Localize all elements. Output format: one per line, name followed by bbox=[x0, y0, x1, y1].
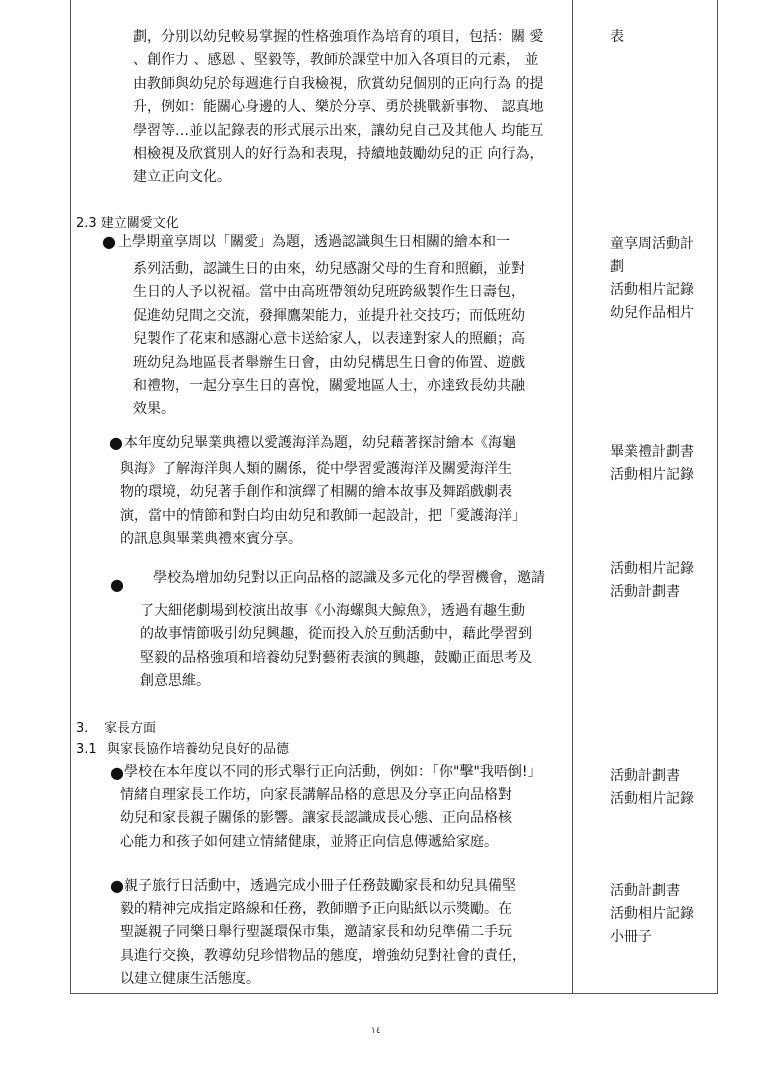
bullet-icon: ● bbox=[110, 763, 124, 782]
intro-paragraph: 劃，分別以幼兒較易掌握的性格強項作為培育的項目，包括：關 愛 、創作力 、感恩 、堅毅等，教師於課堂中加入各項目的元素， 並 由教師與幼兒於每週進行自我檢視，欣賞幼兒個別的正向行為 的提 升，例如：能關心身邊的人、樂於分享、勇於挑戰新事物、 認真地 學習等…並以記錄表的形式展示出來，讓幼兒自己及其他人 均能互 相檢視及欣賞別人的好行為和表現，持續地鼓勵幼兒的正 向行為， 建立正向文化。 bbox=[133, 29, 544, 186]
section-3-number: 3. bbox=[76, 721, 89, 736]
item-body: 了大細佬劇場到校演出故事《小海螺與大鯨魚》，透過有趣生動 的故事情節吸引幼兒興趣，從而投入於互動活動中，藉此學習到 堅毅的品格強項和培養幼兒對藝術表演的興趣，鼓勵正面思考及 創意思維。 bbox=[140, 603, 532, 690]
item-lead: 本年度幼兒畢業典禮以愛護海洋為題，幼兒藉著探討繪本《海龜 bbox=[124, 435, 516, 451]
item-evidence: 童享周活動計 劃 活動相片記錄 幼兒作品相片 bbox=[610, 236, 694, 321]
item-lead: 親子旅行日活動中，透過完成小冊子任務鼓勵家長和幼兒具備堅 bbox=[124, 878, 516, 894]
bullet-icon: ● bbox=[102, 232, 116, 251]
item-evidence: 活動相片記錄 活動計劃書 bbox=[610, 561, 694, 600]
item-lead: 學校為增加幼兒對以正向品格的認識及多元化的學習機會，邀請 bbox=[153, 570, 545, 586]
item-evidence: 活動計劃書 活動相片記錄 bbox=[610, 768, 694, 807]
item-lead: 學校在本年度以不同的形式舉行正向活動，例如：「你"擊"我唔倒!」 bbox=[124, 764, 542, 780]
page-number: ١٤ bbox=[371, 1026, 381, 1036]
item-body: 毅的精神完成指定路線和任務，教師贈予正向貼紙以示獎勵。在 聖誕親子同樂日舉行聖誕環保市集，邀請家長和幼兒準備二手玩 具進行交換，教導幼兒珍惜物品的態度，增強幼兒對社會的責任， 以建立健康生活態度。 bbox=[120, 901, 526, 988]
intro-evidence: 表 bbox=[610, 29, 624, 45]
section-3-1-number: 3.1 bbox=[76, 742, 97, 757]
item-body: 與海》了解海洋與人類的關係，從中學習愛護海洋及關愛海洋生 物的環境，幼兒著手創作和演繹了相關的繪本故事及舞蹈戲劇表 演，當中的情節和對白均由幼兒和教師一起設計，把「愛護海洋」 的訊息與畢業典禮來賓分享。 bbox=[120, 461, 526, 548]
section-2-3-heading: 2.3 建立關愛文化 bbox=[76, 216, 179, 231]
bullet-icon: ● bbox=[110, 876, 124, 895]
section-3-1-heading: 與家長協作培養幼兒良好的品德 bbox=[107, 742, 290, 757]
item-lead: 上學期童享周以「關愛」為題，透過認識與生日相關的繪本和一 bbox=[118, 234, 510, 250]
item-evidence: 活動計劃書 活動相片記錄 小冊子 bbox=[610, 883, 694, 945]
item-body: 情緒自理家長工作坊，向家長講解品格的意思及分享正向品格對 幼兒和家長親子關係的影響。讓家長認識成長心態、正向品格核 心能力和孩子如何建立情緒健康，並將正向信息傳遞給家庭。 bbox=[120, 787, 512, 850]
bullet-icon: ● bbox=[109, 433, 123, 452]
bullet-icon: ● bbox=[110, 575, 124, 594]
section-3-heading: 家長方面 bbox=[104, 721, 157, 736]
item-body: 系列活動，認識生日的由來，幼兒感謝父母的生育和照顧，並對 生日的人予以祝福。當中由高班帶領幼兒班跨級製作生日壽包， 促進幼兒間之交流，發揮鷹架能力，並提升社交技巧；而低班幼 兒製作了花束和感謝心意卡送給家人，以表達對家人的照顧；高 班幼兒為地區長者舉辦生日會，由幼兒構思生日會的佈置、遊戲 和禮物，一起分享生日的喜悅，關愛地區人士，亦達致長幼共融 效果。 bbox=[133, 261, 525, 418]
column-divider bbox=[572, 0, 573, 994]
item-evidence: 畢業禮計劃書 活動相片記錄 bbox=[610, 444, 694, 483]
